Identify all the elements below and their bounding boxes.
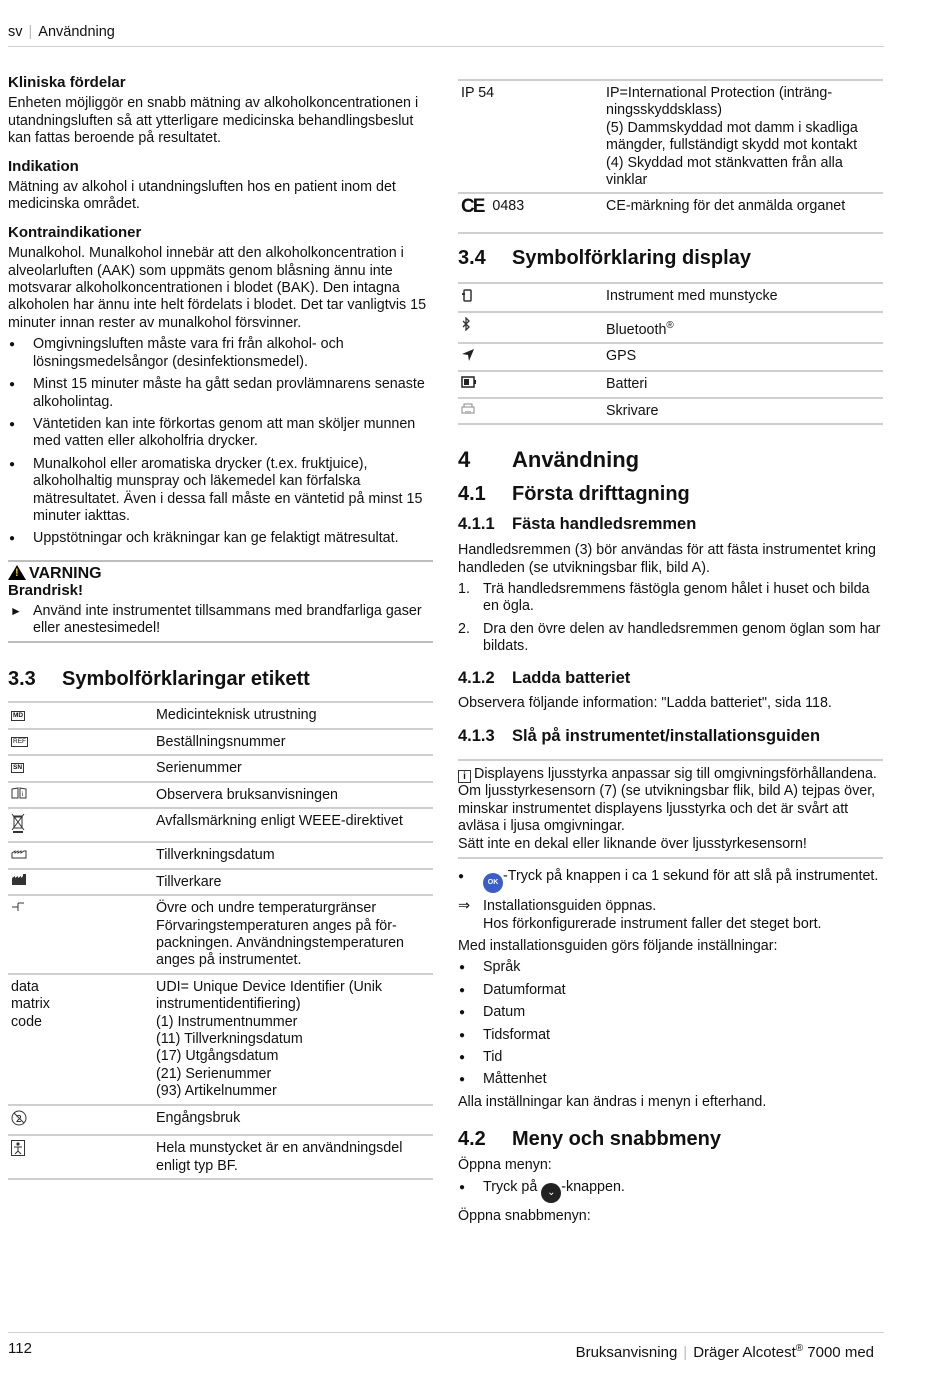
warning-box xyxy=(8,560,433,644)
data-matrix-label: data matrix code xyxy=(8,974,153,1105)
clinical-title: Kliniska fördelar xyxy=(8,74,126,91)
list-item: ● Datum xyxy=(458,1004,883,1021)
down-button-icon: ⌄ xyxy=(541,1183,561,1203)
strap-text: Handledsremmen (3) bör användas för att fästa instrumentet kring handleden (se utvikningsbar flik, bild A). xyxy=(458,542,876,576)
manufacture-date-icon xyxy=(11,849,27,859)
info-icon: i xyxy=(458,770,471,783)
footer-model: 7000 med xyxy=(807,1344,874,1361)
battery-icon xyxy=(461,376,477,388)
warning-title: VARNING xyxy=(29,564,102,582)
footer-doc: Bruksanvisning xyxy=(575,1344,678,1361)
contra-list xyxy=(8,336,433,547)
list-item: ● Minst 15 minuter måste ha gått sedan provlämnarens senaste alkoholintag. xyxy=(8,376,433,411)
page-number: 112 xyxy=(8,1340,32,1357)
table-row: i Observera bruksanvisningen xyxy=(8,782,433,808)
ce-mark-icon: CE xyxy=(461,196,484,218)
list-item: ● Tidsformat xyxy=(458,1027,883,1044)
table-row: Instrument med munstycke xyxy=(458,283,883,311)
manufacturer-icon xyxy=(11,874,27,886)
menu-open-text: Öppna menyn: xyxy=(458,1157,552,1174)
contra-text: Munalkohol. Munalkohol innebär att den alkoholkoncentration i alveolarluften (AAK) som uppmäts genom blåsning ännu inte motsvarar alkoholkoncentrationen i blodet (BAK). Den intagna alkoholen har ännu inte helt fördelats i blodet. Det tar vanligtvis 15 minuter innan rester av munalkohol försvinner. xyxy=(8,245,427,331)
info-box: i Displayens ljusstyrka anpassar sig till omgivningsförhållandena. Om ljusstyrkesensorn (7) (se utvikningsbar flik, bild A) tejpas över, minskar instrumentet displayens ljusstyrka och det är svårt att avläsa i ljusa omgivningar. Sätt inte en dekal eller liknande över ljusstyrkesensorn! xyxy=(458,759,883,859)
table-row: GPS xyxy=(458,343,883,371)
list-item: 1. Trä handledsremmens fästögla genom hålet i huset och bilda en ögla. xyxy=(458,581,870,615)
left-column xyxy=(8,74,433,1180)
page-footer: 112 Bruksanvisning | Dräger Alcotest® 7000 med xyxy=(8,1332,884,1362)
mouthpiece-icon xyxy=(461,288,473,302)
table-row: Hela munstycket är en användningsdel enligt typ BF. xyxy=(8,1135,433,1179)
book-info-icon xyxy=(11,787,27,799)
ce-number: 0483 xyxy=(492,198,525,215)
section-4-1-3-heading: 4.1.3 Slå på instrumentet/installationsguiden xyxy=(458,727,821,746)
bluetooth-icon xyxy=(461,317,471,331)
battery-text: Observera följande information: "Ladda batteriet", sida 118. xyxy=(458,694,832,711)
table-row: 2 Engångsbruk xyxy=(8,1105,433,1135)
label-symbol-table xyxy=(8,701,433,1180)
list-item: ● Tid xyxy=(458,1049,883,1066)
svg-text:2: 2 xyxy=(16,1113,22,1125)
type-bf-icon xyxy=(11,1140,25,1156)
ref-icon: REF xyxy=(13,738,26,745)
section-4-heading: 4 Användning xyxy=(458,447,640,473)
clinical-text: Enheten möjliggör en snabb mätning av alkoholkoncentrationen i utandningsluften så att ytterligare medicinska behandlingsbeslut kan fattas beroende på resultatet. xyxy=(8,95,419,147)
display-symbol-table xyxy=(458,282,883,425)
ok-button-icon: OK xyxy=(483,873,503,893)
warning-item: ► Använd inte instrumentet tillsammans med brandfarliga gaser eller anestesimedel! xyxy=(8,603,433,638)
ip-ce-table xyxy=(458,79,883,234)
temperature-limit-icon xyxy=(11,902,27,912)
warning-triangle-icon xyxy=(8,565,26,580)
indication xyxy=(8,158,433,214)
guide-intro: Med installationsguiden görs följande inställningar: xyxy=(458,937,778,954)
list-item: ● Språk xyxy=(458,959,883,976)
guide-list xyxy=(458,959,883,1088)
table-row: REF Beställningsnummer xyxy=(8,729,433,755)
right-column xyxy=(458,74,883,1229)
header-section: Användning xyxy=(38,24,115,40)
list-item: ● Väntetiden kan inte förkortas genom att man sköljer munnen med vatten eller alkoholfria drycker. xyxy=(8,416,433,451)
printer-icon xyxy=(461,403,475,415)
section-4-1-heading: 4.1 Första drifttagning xyxy=(458,483,690,506)
table-row: Batteri xyxy=(458,371,883,397)
warning-subtitle: Brandrisk! xyxy=(8,582,84,600)
guide-outro: Alla inställningar kan ändras i menyn i efterhand. xyxy=(458,1093,767,1110)
strap-steps xyxy=(458,581,883,656)
indication-title: Indikation xyxy=(8,157,79,175)
single-use-icon xyxy=(11,1110,27,1126)
section-4-1-1-heading: 4.1.1 Fästa handledsremmen xyxy=(458,515,697,534)
result-arrow-icon: ⇒ xyxy=(458,898,470,915)
table-row: Övre och undre temperaturgränser Förvaringstemperaturen anges på för- packningen. Användningstemperaturen anges på instrumentet. xyxy=(8,895,433,974)
section-4-1-2-heading: 4.1.2 Ladda batteriet xyxy=(458,668,631,687)
md-icon: MD xyxy=(13,711,24,719)
footer-product: Dräger Alcotest xyxy=(693,1344,796,1361)
svg-text:i: i xyxy=(22,791,24,798)
table-row: Skrivare xyxy=(458,398,883,424)
list-item: ● Tryck på ⌄ -knappen. xyxy=(458,1179,883,1203)
sn-icon: SN xyxy=(13,764,23,772)
table-row: IP 54 IP=International Protection (inträng- ningsskyddsklass) (5) Dammskyddad mot damm i skadliga mängder, fullständigt skydd mot kontakt (4) Skyddad mot stänkvatten från alla vinklar xyxy=(458,80,883,193)
contra-title: Kontraindikationer xyxy=(8,223,142,241)
menu-list xyxy=(458,1179,883,1203)
table-row: CE 0483 CE-märkning för det anmälda organet xyxy=(458,193,883,233)
list-item: ● Datumformat xyxy=(458,982,883,999)
clinical-benefits xyxy=(8,74,433,148)
list-item: ● Måttenhet xyxy=(458,1071,883,1088)
header-lang: sv xyxy=(8,24,23,40)
quick-menu-text: Öppna snabbmenyn: xyxy=(458,1207,591,1224)
weee-bin-icon xyxy=(11,813,25,833)
section-3-3-heading: 3.3 Symbolförklaringar etikett xyxy=(8,668,310,691)
indication-text: Mätning av alkohol i utandningsluften hos en patient inom det medicinska området. xyxy=(8,179,396,213)
list-item: ● Uppstötningar och kräkningar kan ge felaktigt mätresultat. xyxy=(8,530,433,547)
list-item: 2. Dra den övre delen av handledsremmen genom öglan som har bildats. xyxy=(458,620,881,655)
table-row: Tillverkare xyxy=(8,869,433,895)
table-row: data matrix code UDI= Unique Device Identifier (Unik instrumentidentifiering) (1) Instrumentnummer (11) Tillverkningsdatum (17) Utgångsdatum (21) Serienummer (93) Artikelnummer xyxy=(8,974,433,1105)
ok-step: ● OK -Tryck på knappen i ca 1 sekund för att slå på instrumentet. ⇒ Installationsguiden öppnas. Hos förkonfigurerade instrument faller det steget bort. xyxy=(458,868,879,932)
table-row: SN Serienummer xyxy=(8,755,433,781)
page-header: sv | Användning xyxy=(8,24,884,47)
gps-icon xyxy=(461,348,475,362)
list-item: ● Omgivningsluften måste vara fri från alkohol- och lösningsmedelsångor (desinfektionsmedel). xyxy=(8,336,433,371)
table-row: Bluetooth® xyxy=(458,312,883,343)
section-3-4-heading: 3.4 Symbolförklaring display xyxy=(458,247,751,270)
section-4-2-heading: 4.2 Meny och snabbmeny xyxy=(458,1128,721,1151)
contraindications xyxy=(8,224,433,548)
table-row: Avfallsmärkning enligt WEEE-direktivet xyxy=(8,808,433,842)
list-item: ● Munalkohol eller aromatiska drycker (t.ex. fruktjuice), alkoholhaltig munspray och läkemedel kan förfalska mätresultatet. Även i dessa fall måste en väntetid på minst 15 minuter iakttas. xyxy=(8,456,433,526)
ip-label: IP 54 xyxy=(458,80,603,193)
table-row: Tillverkningsdatum xyxy=(8,842,433,868)
table-row: MD Medicinteknisk utrustning xyxy=(8,702,433,728)
